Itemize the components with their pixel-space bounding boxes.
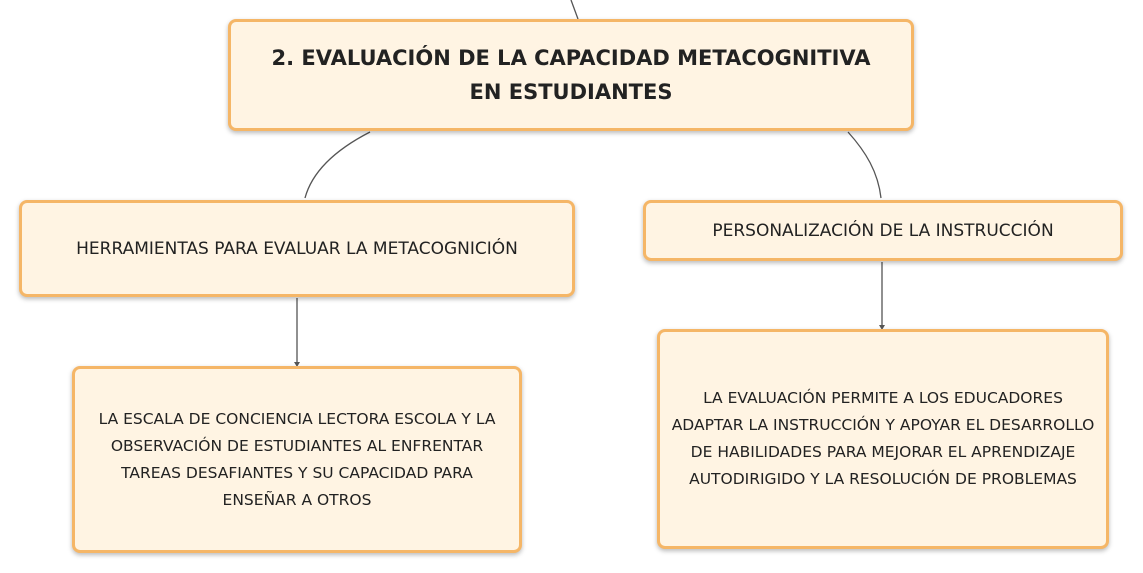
connector-root-to-personalizacion: [848, 132, 881, 198]
node-personalizacion[interactable]: [643, 200, 1123, 261]
connector-root-to-herramientas: [305, 132, 370, 198]
root-node[interactable]: [228, 19, 914, 131]
node-personalizacion-label: PERSONALIZACIÓN DE LA INSTRUCCIÓN: [712, 220, 1054, 241]
node-escala-conciencia[interactable]: [72, 366, 522, 553]
root-node-label: 2. EVALUACIÓN DE LA CAPACIDAD METACOGNITIVA EN ESTUDIANTES: [271, 46, 871, 104]
connector-parent-to-root: [571, 0, 578, 19]
node-herramientas[interactable]: [19, 200, 575, 297]
node-herramientas-label: HERRAMIENTAS PARA EVALUAR LA METACOGNICIÓN: [76, 238, 518, 259]
node-evaluacion-permite-text: LA EVALUACIÓN PERMITE A LOS EDUCADORES ADAPTAR LA INSTRUCCIÓN Y APOYAR EL DESARROLLO DE HABILIDADES PARA MEJORAR EL APRENDIZAJE AUTODIRIGIDO Y LA RESOLUCIÓN DE PROBLEMAS: [671, 389, 1095, 488]
node-evaluacion-permite[interactable]: [657, 329, 1109, 549]
node-escala-conciencia-text: LA ESCALA DE CONCIENCIA LECTORA ESCOLA Y LA OBSERVACIÓN DE ESTUDIANTES AL ENFRENTAR TAREAS DESAFIANTES Y SU CAPACIDAD PARA ENSEÑAR A OTROS: [98, 409, 496, 509]
